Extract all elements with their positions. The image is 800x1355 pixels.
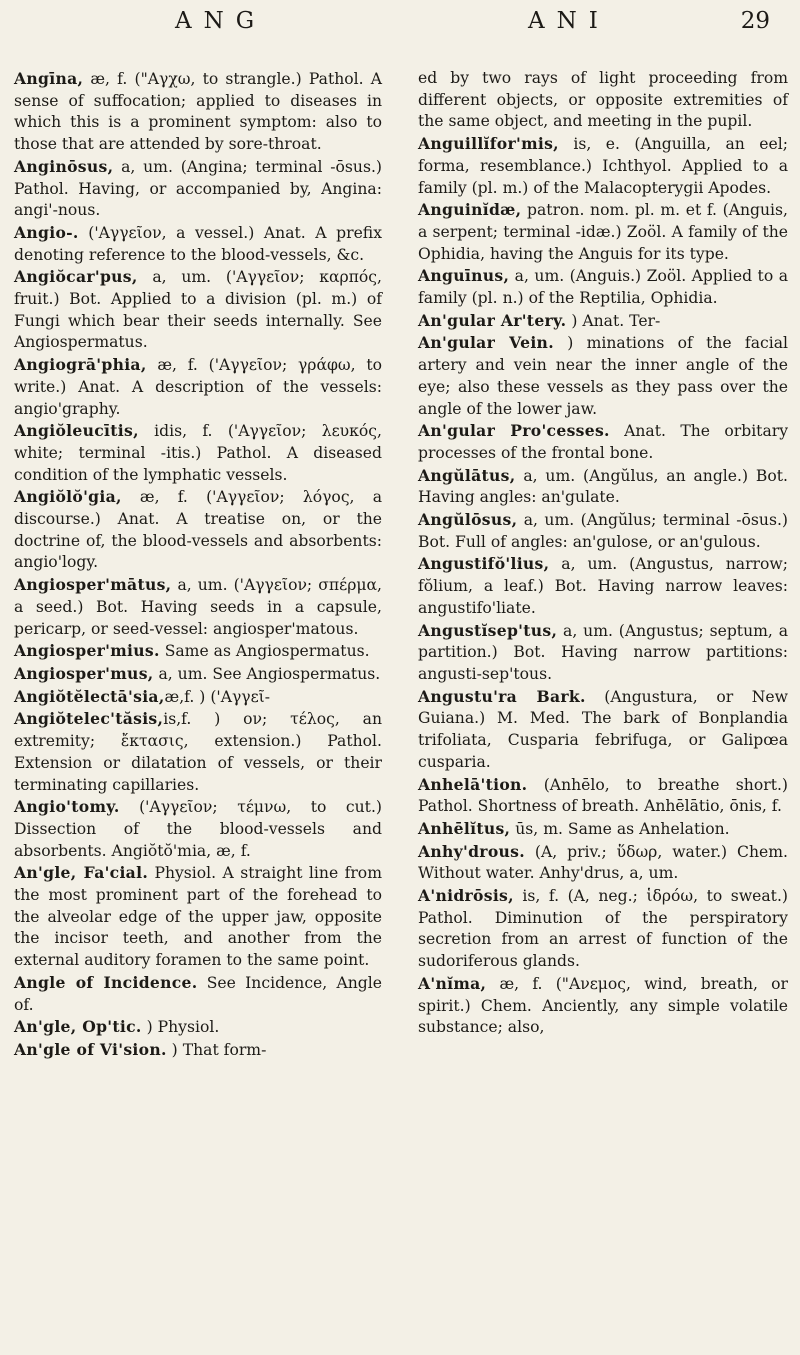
running-head-left: ANG bbox=[175, 8, 267, 34]
right-column bbox=[418, 68, 788, 1039]
entry-headword: An'gle, Op'tic. bbox=[14, 1017, 142, 1037]
entry-definition: a, um. See Angiospermatus. bbox=[153, 664, 381, 683]
dictionary-entry bbox=[418, 686, 788, 774]
dictionary-entry bbox=[14, 1016, 382, 1039]
entry-headword: Anhy'drous. bbox=[418, 841, 525, 861]
dictionary-entry bbox=[14, 972, 382, 1016]
entry-headword: Anguīnus, bbox=[418, 266, 510, 286]
page-header bbox=[0, 4, 800, 44]
entry-headword: Angustifŏ'lius, bbox=[418, 554, 550, 574]
entry-definition: a, um. (Anguis.) Zoöl. Applied to a family (pl. n.) of the Reptilia, Ophidia. bbox=[418, 267, 788, 308]
entry-definition: idis, f. ('Αγγεῖον; λευκός, white; terminal -itis.) Pathol. A diseased condition of the lymphatic vessels. bbox=[14, 422, 382, 484]
entry-definition: æ, f. ("Αγχω, to strangle.) Pathol. A sense of suffocation; applied to diseases in which this is a prominent symptom: also to those that are attended by sore-throat. bbox=[14, 70, 382, 154]
entry-definition: ed by two rays of light proceeding from different objects, or opposite extremities of the same object, and meeting in the pupil. bbox=[418, 69, 788, 131]
dictionary-entry bbox=[14, 222, 382, 266]
dictionary-entry bbox=[14, 686, 382, 709]
entry-headword: Angiosper'mus, bbox=[14, 663, 154, 683]
entry-headword: Angiŏlŏ'gia, bbox=[14, 487, 122, 507]
entry-headword: An'gular Pro'cesses. bbox=[418, 421, 610, 441]
entry-definition: (Angustura, or New Guiana.) M. Med. The bark of Bonplandia trifoliata, Cusparia febrifuga, or Galipœa cusparia. bbox=[418, 687, 788, 771]
entry-definition: æ, f. ('Αγγεῖον; λόγος, a discourse.) Anat. A treatise on, or the doctrine of, the blood-vessels and absorbents: angio'logy. bbox=[14, 488, 382, 572]
entry-headword: Anginōsus, bbox=[14, 156, 114, 176]
entry-headword: Angiosper'mius. bbox=[14, 641, 160, 661]
dictionary-entry bbox=[418, 465, 788, 509]
dictionary-entry bbox=[418, 509, 788, 553]
entry-definition: ('Αγγεῖον; τέμνω, to cut.) Dissection of the blood-vessels and absorbents. Angiŏtŏ'mia, æ, f. bbox=[14, 798, 382, 860]
entry-definition: (Anhēlo, to breathe short.) Pathol. Shortness of breath. Anhēlātio, ōnis, f. bbox=[418, 775, 788, 816]
entry-headword: Angle of Incidence. bbox=[14, 972, 198, 992]
entry-definition: a, um. ('Αγγεῖον; σπέρμα, a seed.) Bot. Having seeds in a capsule, pericarp, or seed-vessel: angiosper'matous. bbox=[14, 576, 382, 638]
entry-definition: is, e. (Anguilla, an eel; forma, resemblance.) Ichthyol. Applied to a family (pl. m.) of the Malacopterygii Apodes. bbox=[418, 135, 788, 197]
dictionary-entry bbox=[14, 862, 382, 972]
dictionary-entry bbox=[418, 265, 788, 309]
entry-definition: a, um. (Angŭlus; terminal -ōsus.) Bot. Full of angles: an'gulose, or an'gulous. bbox=[418, 511, 788, 551]
entry-headword: Angŭlātus, bbox=[418, 465, 516, 485]
entry-headword: Angiŏcar'pus, bbox=[14, 267, 138, 287]
entry-headword: Angiosper'mātus, bbox=[14, 575, 172, 595]
entry-definition: æ, f. ("Ανεμος, wind, breath, or spirit.) Chem. Anciently, any simple volatile substance; also, bbox=[418, 974, 788, 1037]
dictionary-entry bbox=[14, 796, 382, 862]
entry-definition: Same as Angiospermatus. bbox=[159, 642, 370, 661]
entry-definition: a, um. ('Αγγεῖον; καρπός, fruit.) Bot. Applied to a division (pl. m.) of Fungi which bear their seeds internally. See Angiospermatus. bbox=[14, 268, 382, 352]
dictionary-entry bbox=[14, 420, 382, 486]
entry-headword: Anhelā'tion. bbox=[418, 774, 528, 794]
entry-headword: Anguinĭdæ, bbox=[418, 200, 522, 220]
entry-definition: patron. nom. pl. m. et f. (Anguis, a serpent; terminal -idæ.) Zoöl. A family of the Ophidia, having the Anguis for its type. bbox=[418, 201, 788, 263]
dictionary-entry bbox=[418, 620, 788, 686]
dictionary-entry bbox=[14, 486, 382, 574]
dictionary-entry bbox=[14, 1039, 382, 1062]
entry-definition: ) Physiol. bbox=[141, 1018, 220, 1037]
entry-definition: ) Anat. Ter- bbox=[566, 311, 661, 330]
entry-headword: Anguillĭfor'mis, bbox=[418, 134, 559, 154]
dictionary-entry bbox=[418, 332, 788, 420]
entry-headword: Angīna, bbox=[14, 69, 84, 88]
dictionary-entry bbox=[418, 841, 788, 885]
dictionary-entry bbox=[418, 199, 788, 265]
entry-definition: Anat. The orbitary processes of the frontal bone. bbox=[418, 422, 789, 462]
entry-definition: æ, f. ('Αγγεῖον; γράφω, to write.) Anat. A description of the vessels: angio'graphy. bbox=[14, 356, 382, 418]
dictionary-entry bbox=[418, 885, 788, 973]
dictionary-entry bbox=[14, 663, 382, 686]
dictionary-entry bbox=[418, 553, 788, 619]
entry-definition: is, f. (A, neg.; ἱδρόω, to sweat.) Pathol. Diminution of the perspiratory secretion from an arrest of function of the sudoriferous glands. bbox=[418, 887, 788, 971]
entry-definition: Physiol. A straight line from the most prominent part of the forehead to the alveolar edge of the upper jaw, opposite the incisor teeth, and another from the external auditory foramen to the same point. bbox=[14, 864, 382, 970]
dictionary-entry bbox=[418, 420, 788, 464]
entry-headword: An'gle, Fa'cial. bbox=[14, 863, 149, 883]
entry-headword: Angio'tomy. bbox=[14, 797, 120, 817]
entry-headword: A'nĭma, bbox=[418, 973, 487, 993]
dictionary-entry bbox=[14, 156, 382, 222]
dictionary-entry bbox=[418, 973, 788, 1039]
page-number: 29 bbox=[740, 8, 770, 34]
entry-definition: is,f. ) ον; τέλος, an extremity; ἔκτασις, extension.) Pathol. Extension or dilatation of vessels, or their terminating capillaries. bbox=[14, 710, 382, 794]
entry-headword: Angustĭsep'tus, bbox=[418, 620, 558, 640]
dictionary-entry bbox=[14, 354, 382, 420]
entry-headword: An'gular Vein. bbox=[418, 333, 554, 353]
entry-headword: Angiŏtelec'tăsis, bbox=[14, 709, 164, 729]
left-column bbox=[14, 68, 382, 1062]
dictionary-entry bbox=[14, 68, 382, 156]
entry-definition: ) That form- bbox=[166, 1040, 267, 1059]
entry-definition: See Incidence, Angle of. bbox=[14, 973, 382, 1014]
entry-headword: Angŭlōsus, bbox=[418, 510, 518, 530]
dictionary-entry bbox=[14, 640, 382, 663]
dictionary-entry bbox=[418, 310, 788, 333]
entry-headword: Anhēlĭtus, bbox=[418, 818, 511, 838]
entry-headword: Angio-. bbox=[14, 222, 79, 242]
entry-headword: An'gular Ar'tery. bbox=[418, 310, 567, 330]
running-head-right: ANI bbox=[528, 8, 610, 34]
entry-headword: A'nidrōsis, bbox=[418, 886, 514, 906]
dictionary-entry bbox=[14, 266, 382, 354]
dictionary-entry bbox=[418, 774, 788, 818]
entry-headword: Angiŏtĕlectā'sia, bbox=[14, 686, 165, 706]
dictionary-entry bbox=[418, 68, 788, 133]
entry-definition: ('Αγγεῖον, a vessel.) Anat. A prefix denoting reference to the blood-vessels, &c. bbox=[14, 223, 382, 264]
entry-headword: An'gle of Vi'sion. bbox=[14, 1039, 167, 1059]
dictionary-entry bbox=[14, 708, 382, 796]
entry-headword: Angustu'ra Bark. bbox=[418, 686, 586, 706]
dictionary-entry bbox=[418, 818, 788, 841]
entry-definition: a, um. (Angina; terminal -ōsus.) Pathol. Having, or accompanied by, Angina: angi'-nous. bbox=[14, 157, 382, 220]
entry-definition: a, um. (Angŭlus, an angle.) Bot. Having angles: an'gulate. bbox=[418, 466, 788, 507]
entry-definition: ūs, m. Same as Anhelation. bbox=[510, 819, 730, 838]
entry-headword: Angiogrā'phia, bbox=[14, 355, 147, 375]
entry-definition: æ,f. ) ('Αγγεῖ- bbox=[164, 687, 271, 706]
dictionary-entry bbox=[14, 574, 382, 640]
entry-definition: (A, priv.; ὕδωρ, water.) Chem. Without water. Anhy'drus, a, um. bbox=[418, 842, 788, 883]
entry-definition: a, um. (Angustus; septum, a partition.) Bot. Having narrow partitions: angusti-sep'tous. bbox=[418, 621, 788, 683]
entry-definition: a, um. (Angustus, narrow; fŏlium, a leaf.) Bot. Having narrow leaves: angustifo'liate. bbox=[418, 555, 788, 617]
dictionary-entry bbox=[418, 133, 788, 199]
entry-definition: ) minations of the facial artery and vein near the inner angle of the eye; also these vessels as they pass over the angle of the lower jaw. bbox=[418, 334, 788, 418]
entry-headword: Angiŏleucītis, bbox=[14, 421, 139, 441]
